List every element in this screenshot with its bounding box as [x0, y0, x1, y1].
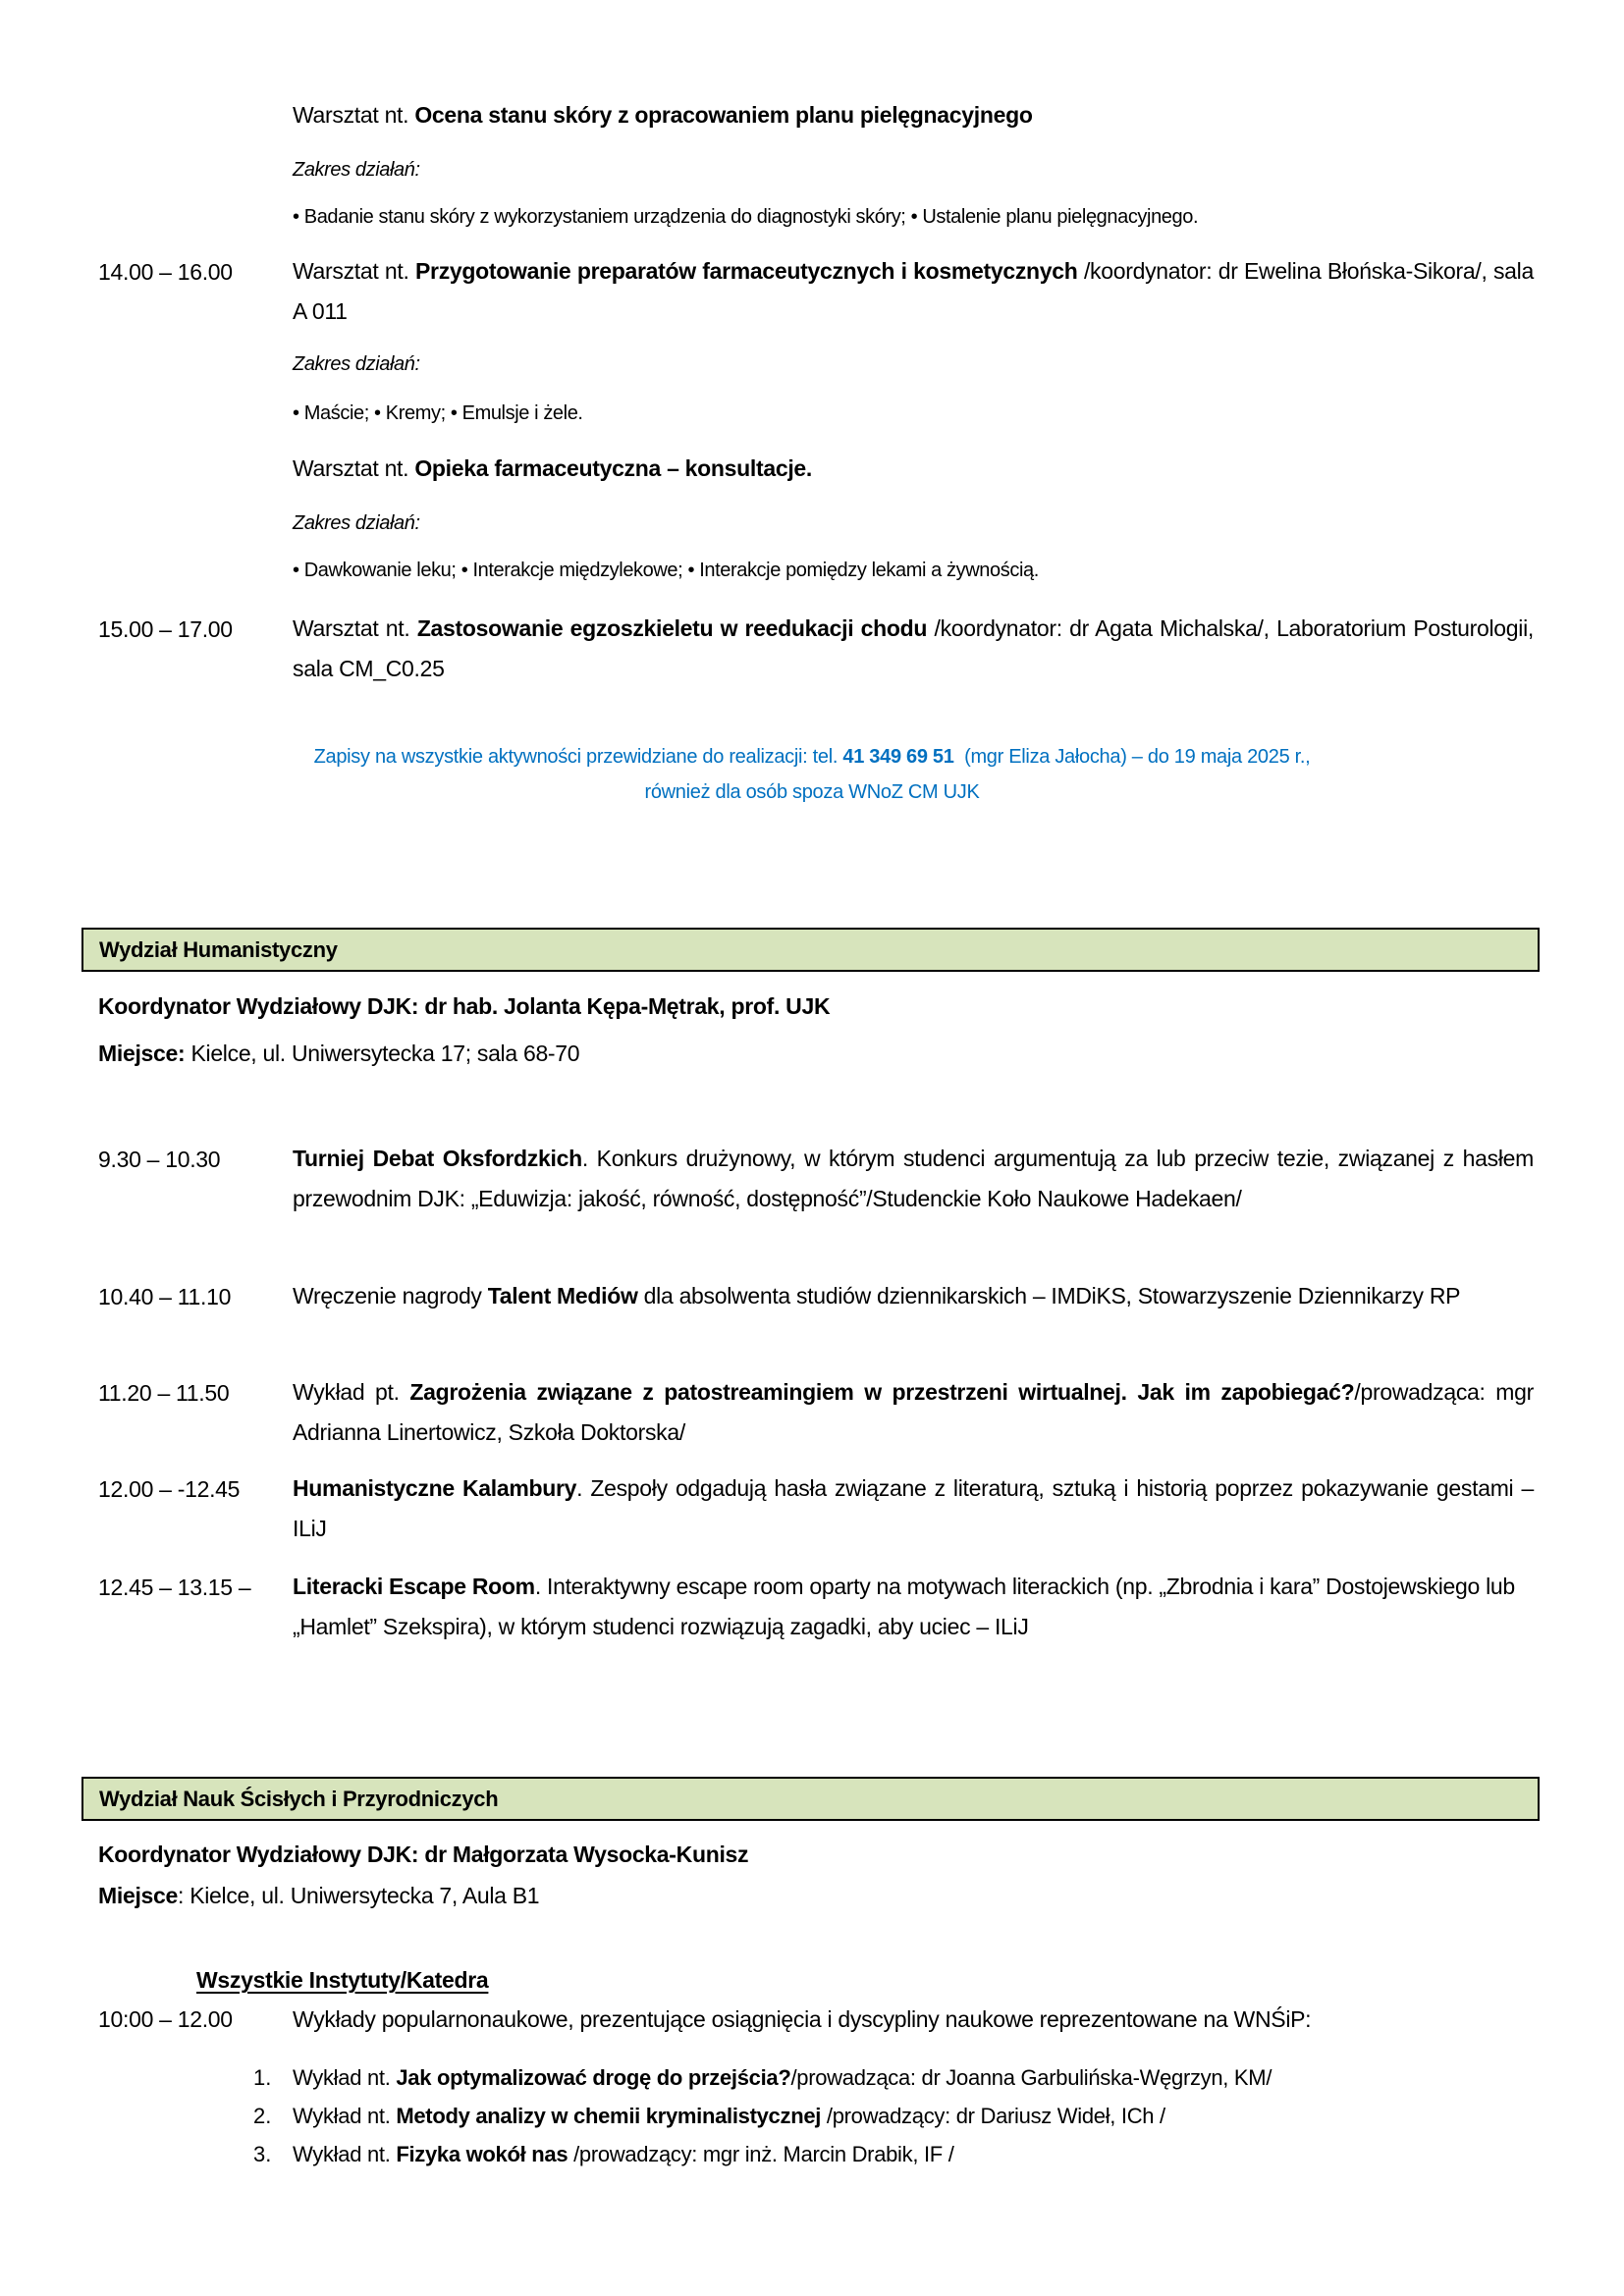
- entry-description: . Zespoły odgadują hasła związane z literaturą, sztuką i historią poprzez pokazywanie gestami – ILiJ: [293, 1475, 1534, 1541]
- section-header-science: [81, 1777, 1540, 1821]
- place-value: : Kielce, ul. Uniwersytecka 7, Aula B1: [178, 1883, 540, 1908]
- entry-description: . Interaktywny escape room oparty na motywach literackich (np. „Zbrodnia i kara” Dostojewskiego lub „Hamlet” Szekspira), w którym studenci rozwiązują zagadki, aby uciec – ILiJ: [293, 1574, 1515, 1639]
- lecture-prefix: Wykład nt.: [293, 2104, 397, 2128]
- entry-text: [293, 1276, 1534, 1316]
- workshop-details: /koordynator: dr Ewelina Błońska-Sikora/, sala A 011: [293, 258, 1534, 324]
- workshop-prefix: Warsztat nt.: [293, 615, 417, 641]
- section-header-title: Wydział Nauk Ścisłych i Przyrodniczych: [99, 1787, 499, 1811]
- workshop-title: Ocena stanu skóry z opracowaniem planu pielęgnacyjnego: [414, 102, 1033, 128]
- entry-description: . Konkurs drużynowy, w którym studenci argumentują za lub przeciw tezie, związanej z hasłem przewodnim DJK: „Eduwizja: jakość, równość, dostępność”/Studenckie Koło Naukowe Hadekaen/: [293, 1146, 1534, 1211]
- scope-label: Zakres działań:: [293, 353, 420, 375]
- scope-items: • Badanie stanu skóry z wykorzystaniem urządzenia do diagnostyki skóry; • Ustalenie planu pielęgnacyjnego.: [293, 206, 1199, 228]
- section-header-humanities: [81, 928, 1540, 972]
- section-header-title: Wydział Humanistyczny: [99, 937, 338, 962]
- entry-text: [293, 1372, 1534, 1453]
- entry-time: 15.00 – 17.00: [98, 616, 233, 642]
- lecture-item: [293, 2104, 1165, 2129]
- entry-time: 11.20 – 11.50: [98, 1380, 230, 1406]
- scope-items: • Maście; • Kremy; • Emulsje i żele.: [293, 402, 583, 424]
- registration-line-2: również dla osób spoza WNoZ CM UJK: [644, 781, 980, 803]
- entry-title: Zagrożenia związane z patostreamingiem w przestrzeni wirtualnej. Jak im zapobiegać?: [409, 1379, 1355, 1405]
- entry-description: /prowadząca: mgr Adrianna Linertowicz, Szkoła Doktorska/: [293, 1379, 1534, 1445]
- workshop-prefix: Warsztat nt.: [293, 102, 415, 128]
- workshop-title: Opieka farmaceutyczna – konsultacje.: [414, 455, 813, 481]
- lecture-title: Fizyka wokół nas: [396, 2142, 568, 2166]
- workshop-skin-title: [293, 102, 1033, 129]
- faculty-coordinator: Koordynator Wydziałowy DJK: dr Małgorzata Wysocka-Kunisz: [98, 1842, 749, 1867]
- list-number: 1.: [253, 2065, 272, 2090]
- entry-title: Literacki Escape Room: [293, 1574, 535, 1599]
- lecture-prefix: Wykład nt.: [293, 2065, 397, 2090]
- subheading-institutes: Wszystkie Instytuty/Katedra: [196, 1967, 489, 1993]
- lecture-lecturer: /prowadzący: dr Dariusz Wideł, ICh /: [821, 2104, 1165, 2128]
- entry-title: Talent Mediów: [487, 1283, 638, 1308]
- entry-prefix: Wręczenie nagrody: [293, 1283, 488, 1308]
- entry-text: [293, 1468, 1534, 1549]
- entry-description: dla absolwenta studiów dziennikarskich – IMDiKS, Stowarzyszenie Dziennikarzy RP: [637, 1283, 1461, 1308]
- lecture-title: Metody analizy w chemii kryminalistycznej: [396, 2104, 822, 2128]
- place-label: Miejsce: [98, 1883, 179, 1908]
- entry-time: 10:00 – 12.00: [98, 2006, 233, 2032]
- scope-label: Zakres działań:: [293, 159, 420, 181]
- scope-items: • Dawkowanie leku; • Interakcje międzylekowe; • Interakcje pomiędzy lekami a żywnością.: [293, 560, 1039, 581]
- entry-time: 12.00 – -12.45: [98, 1476, 241, 1502]
- entry-text: [293, 1139, 1534, 1219]
- workshop-title: Przygotowanie preparatów farmaceutycznych i kosmetycznych: [415, 258, 1078, 284]
- workshop-details: /koordynator: dr Agata Michalska/, Laboratorium Posturologii, sala CM_C0.25: [293, 615, 1534, 681]
- entry-title: Humanistyczne Kalambury: [293, 1475, 577, 1501]
- registration-text: Zapisy na wszystkie aktywności przewidziane do realizacji: tel.: [313, 746, 843, 768]
- entry-text: Wykłady popularnonaukowe, prezentujące osiągnięcia i dyscypliny naukowe reprezentowane na WNŚiP:: [293, 2006, 1312, 2032]
- registration-line-1: [0, 746, 1624, 769]
- entry-prefix: Wykład pt.: [293, 1379, 410, 1405]
- entry-pharma-text: [293, 251, 1534, 332]
- lecture-lecturer: /prowadzący: mgr inż. Marcin Drabik, IF /: [568, 2142, 954, 2166]
- entry-text: [293, 1567, 1534, 1647]
- workshop-title: Zastosowanie egzoszkieletu w reedukacji chodu: [416, 615, 928, 641]
- workshop-prefix: Warsztat nt.: [293, 455, 415, 481]
- entry-time: 9.30 – 10.30: [98, 1147, 221, 1172]
- place-value: Kielce, ul. Uniwersytecka 17; sala 68-70: [185, 1041, 580, 1066]
- workshop-prefix: Warsztat nt.: [293, 258, 416, 284]
- entry-title: Turniej Debat Oksfordzkich: [293, 1146, 582, 1171]
- entry-exo-text: [293, 609, 1534, 689]
- faculty-place: [98, 1041, 579, 1067]
- faculty-coordinator: Koordynator Wydziałowy DJK: dr hab. Jolanta Kępa-Mętrak, prof. UJK: [98, 993, 831, 1019]
- lecture-item: [293, 2142, 954, 2167]
- faculty-place: [98, 1883, 539, 1909]
- place-label: Miejsce:: [98, 1041, 186, 1066]
- entry-time: 10.40 – 11.10: [98, 1284, 232, 1309]
- lecture-lecturer: /prowadząca: dr Joanna Garbulińska-Węgrzyn, KM/: [790, 2065, 1272, 2090]
- lecture-title: Jak optymalizować drogę do przejścia?: [396, 2065, 791, 2090]
- lecture-prefix: Wykład nt.: [293, 2142, 397, 2166]
- list-number: 2.: [253, 2104, 272, 2128]
- entry-time: 12.45 – 13.15 –: [98, 1575, 251, 1600]
- registration-text: (mgr Eliza Jałocha) – do 19 maja 2025 r.,: [953, 746, 1311, 768]
- lecture-item: [293, 2065, 1272, 2091]
- list-number: 3.: [253, 2142, 272, 2166]
- entry-time: 14.00 – 16.00: [98, 259, 233, 285]
- scope-label: Zakres działań:: [293, 512, 420, 534]
- workshop-care-title: [293, 455, 812, 482]
- registration-phone: 41 349 69 51: [842, 746, 954, 768]
